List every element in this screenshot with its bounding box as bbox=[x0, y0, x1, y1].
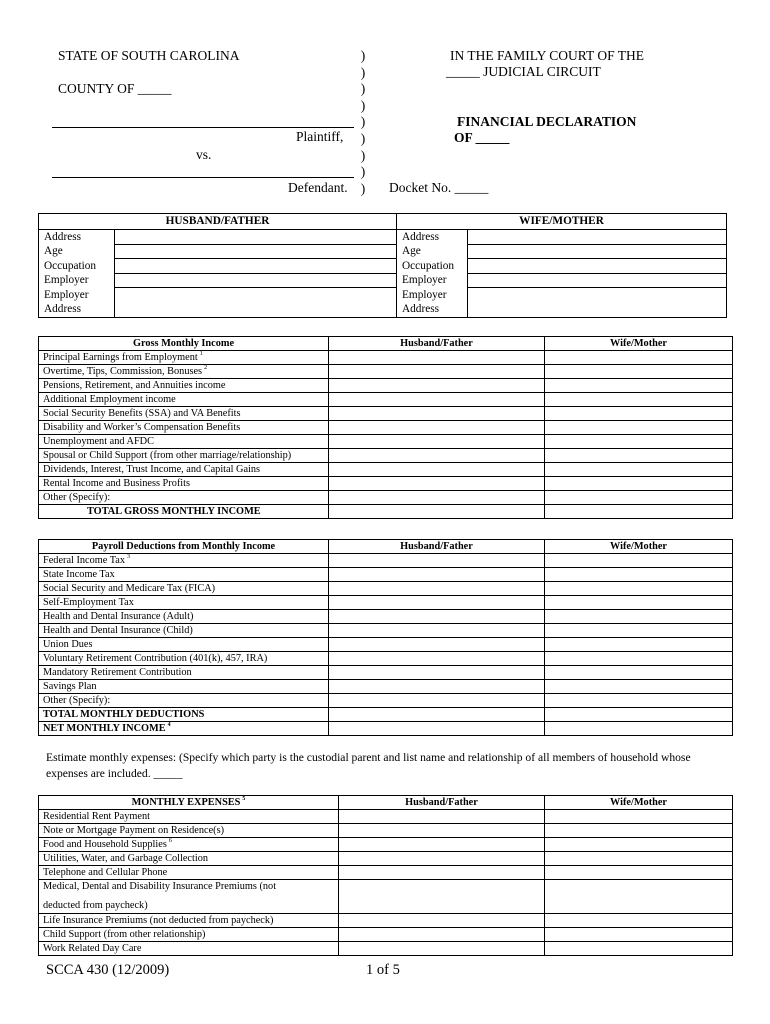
income-husband-amount[interactable] bbox=[329, 449, 545, 463]
income-row-label bbox=[39, 365, 329, 379]
form-title-of: OF _____ bbox=[454, 130, 510, 145]
expenses-col-husband: Husband/Father bbox=[339, 796, 545, 810]
expense-row-label bbox=[39, 942, 339, 956]
docket-number: Docket No. _____ bbox=[389, 180, 489, 195]
income-husband-amount[interactable] bbox=[329, 421, 545, 435]
paren: ) bbox=[360, 114, 366, 130]
income-row-label-text: Other (Specify): bbox=[43, 492, 111, 503]
wife-occupation-label: Occupation bbox=[397, 259, 468, 274]
wife-address-field[interactable] bbox=[468, 229, 727, 244]
income-wife-amount[interactable] bbox=[545, 477, 733, 491]
income-col-wife: Wife/Mother bbox=[545, 337, 733, 351]
income-wife-amount[interactable] bbox=[545, 379, 733, 393]
expense-row-label bbox=[39, 824, 339, 838]
expenses-header bbox=[39, 796, 339, 810]
footnote-ref: 4 bbox=[167, 722, 171, 728]
label-address: Address bbox=[44, 303, 82, 315]
defendant-label: Defendant. bbox=[288, 180, 348, 195]
deduction-row-label-text: Other (Specify): bbox=[43, 695, 111, 706]
income-row-label-text: Dividends, Interest, Trust Income, and Capital Gains bbox=[43, 464, 261, 475]
income-row bbox=[39, 421, 733, 435]
medical-insurance-husband[interactable] bbox=[339, 880, 545, 914]
wife-header: WIFE/MOTHER bbox=[397, 214, 727, 230]
caption-parenthesis-column bbox=[358, 48, 368, 197]
wife-employer-address-label bbox=[397, 288, 468, 318]
husband-employer-field[interactable] bbox=[115, 273, 397, 288]
deduction-wife-amount[interactable] bbox=[545, 638, 733, 652]
wife-occupation-field[interactable] bbox=[468, 259, 727, 274]
expense-husband-amount[interactable] bbox=[339, 852, 545, 866]
income-row bbox=[39, 393, 733, 407]
deduction-wife-amount[interactable] bbox=[545, 568, 733, 582]
paren: ) bbox=[360, 147, 366, 163]
deduction-row-label bbox=[39, 554, 329, 568]
deduction-wife-amount[interactable] bbox=[545, 694, 733, 708]
income-row-label bbox=[39, 477, 329, 491]
deduction-row-label-text: Mandatory Retirement Contribution bbox=[43, 667, 192, 678]
income-row-label bbox=[39, 435, 329, 449]
income-header: Gross Monthly Income bbox=[39, 337, 329, 351]
expense-wife-amount[interactable] bbox=[545, 914, 733, 928]
income-wife-amount[interactable] bbox=[545, 407, 733, 421]
footnote-ref: 5 bbox=[242, 796, 246, 802]
deduction-row-label bbox=[39, 596, 329, 610]
expense-wife-amount[interactable] bbox=[545, 838, 733, 852]
defendant-name-line[interactable] bbox=[52, 177, 354, 178]
wife-employer-field[interactable] bbox=[468, 273, 727, 288]
deduction-wife-amount[interactable] bbox=[545, 582, 733, 596]
deduction-wife-amount[interactable] bbox=[545, 610, 733, 624]
expense-row-label-text: Work Related Day Care bbox=[43, 943, 142, 954]
income-row-label-text: Additional Employment income bbox=[43, 394, 176, 405]
expense-row-label bbox=[39, 866, 339, 880]
expense-husband-amount[interactable] bbox=[339, 838, 545, 852]
total-gross-income-husband[interactable] bbox=[329, 505, 545, 519]
income-wife-amount[interactable] bbox=[545, 491, 733, 505]
income-row bbox=[39, 491, 733, 505]
income-row-label-text: Principal Earnings from Employment bbox=[43, 352, 198, 363]
income-row bbox=[39, 449, 733, 463]
medical-line1: Medical, Dental and Disability Insurance Premiums (not bbox=[43, 881, 277, 892]
deduction-row-label bbox=[39, 582, 329, 596]
expense-row-label-text: Food and Household Supplies bbox=[43, 839, 167, 850]
state-label: STATE OF SOUTH CAROLINA bbox=[58, 48, 240, 63]
label-address: Address bbox=[402, 303, 440, 315]
paren: ) bbox=[360, 81, 366, 97]
expenses-header-text: MONTHLY EXPENSES bbox=[131, 797, 241, 808]
expense-husband-amount[interactable] bbox=[339, 810, 545, 824]
expense-row-label-text: Note or Mortgage Payment on Residence(s) bbox=[43, 825, 225, 836]
deduction-wife-amount[interactable] bbox=[545, 596, 733, 610]
paren: ) bbox=[360, 180, 366, 196]
paren: ) bbox=[360, 48, 366, 63]
deduction-wife-amount[interactable] bbox=[545, 652, 733, 666]
paren: ) bbox=[360, 64, 366, 80]
husband-header: HUSBAND/FATHER bbox=[39, 214, 397, 230]
income-row-label bbox=[39, 379, 329, 393]
expense-row-label-text: Child Support (from other relationship) bbox=[43, 929, 206, 940]
income-row-label-text: Unemployment and AFDC bbox=[43, 436, 154, 447]
net-income-text: NET MONTHLY INCOME bbox=[43, 723, 166, 734]
deductions-col-husband: Husband/Father bbox=[329, 540, 545, 554]
deduction-row-label bbox=[39, 638, 329, 652]
deduction-row bbox=[39, 680, 733, 694]
income-row bbox=[39, 435, 733, 449]
expense-row bbox=[39, 824, 733, 838]
total-deductions-husband[interactable] bbox=[329, 708, 545, 722]
income-wife-amount[interactable] bbox=[545, 393, 733, 407]
expense-row bbox=[39, 810, 733, 824]
husband-occupation-label: Occupation bbox=[39, 259, 115, 274]
total-gross-income-wife[interactable] bbox=[545, 505, 733, 519]
deduction-row-label bbox=[39, 610, 329, 624]
footnote-ref: 6 bbox=[168, 838, 172, 844]
versus-label: vs. bbox=[196, 147, 212, 162]
expense-wife-amount[interactable] bbox=[545, 942, 733, 956]
deduction-row-label-text: Health and Dental Insurance (Adult) bbox=[43, 611, 194, 622]
medical-insurance-label bbox=[39, 880, 339, 914]
income-row bbox=[39, 365, 733, 379]
gross-income-table bbox=[38, 336, 733, 519]
plaintiff-name-line[interactable] bbox=[52, 127, 354, 128]
expense-row-label-text: Utilities, Water, and Garbage Collection bbox=[43, 853, 208, 864]
income-row-label bbox=[39, 407, 329, 421]
total-deductions-wife[interactable] bbox=[545, 708, 733, 722]
husband-employer-address-field[interactable] bbox=[115, 288, 397, 318]
expense-row-label-text: Residential Rent Payment bbox=[43, 811, 150, 822]
total-deductions-label: TOTAL MONTHLY DEDUCTIONS bbox=[39, 708, 329, 722]
form-title: FINANCIAL DECLARATION bbox=[457, 114, 637, 129]
expense-wife-amount[interactable] bbox=[545, 928, 733, 942]
page-number: 1 of 5 bbox=[366, 962, 400, 978]
deduction-husband-amount[interactable] bbox=[329, 652, 545, 666]
income-husband-amount[interactable] bbox=[329, 379, 545, 393]
income-row bbox=[39, 379, 733, 393]
net-income-wife[interactable] bbox=[545, 722, 733, 736]
income-husband-amount[interactable] bbox=[329, 491, 545, 505]
deduction-row-label-text: Health and Dental Insurance (Child) bbox=[43, 625, 193, 636]
total-gross-income-label: TOTAL GROSS MONTHLY INCOME bbox=[39, 505, 329, 519]
income-husband-amount[interactable] bbox=[329, 351, 545, 365]
income-row-label-text: Spousal or Child Support (from other marriage/relationship) bbox=[43, 450, 292, 461]
income-row-label bbox=[39, 393, 329, 407]
income-row-label bbox=[39, 491, 329, 505]
husband-occupation-field[interactable] bbox=[115, 259, 397, 274]
deduction-row-label-text: Voluntary Retirement Contribution (401(k), 457, IRA) bbox=[43, 653, 268, 664]
deduction-row-label-text: Social Security and Medicare Tax (FICA) bbox=[43, 583, 216, 594]
county-label: COUNTY OF _____ bbox=[58, 81, 172, 96]
expense-row-label bbox=[39, 838, 339, 852]
medical-insurance-wife[interactable] bbox=[545, 880, 733, 914]
expense-row bbox=[39, 914, 733, 928]
deduction-husband-amount[interactable] bbox=[329, 568, 545, 582]
deduction-husband-amount[interactable] bbox=[329, 624, 545, 638]
deduction-row bbox=[39, 568, 733, 582]
expense-wife-amount[interactable] bbox=[545, 852, 733, 866]
footnote-ref: 3 bbox=[127, 554, 131, 560]
deduction-husband-amount[interactable] bbox=[329, 694, 545, 708]
expense-husband-amount[interactable] bbox=[339, 914, 545, 928]
income-row bbox=[39, 477, 733, 491]
deduction-husband-amount[interactable] bbox=[329, 666, 545, 680]
deduction-row bbox=[39, 554, 733, 568]
income-row bbox=[39, 407, 733, 421]
deduction-row-label-text: Self-Employment Tax bbox=[43, 597, 134, 608]
court-line1: IN THE FAMILY COURT OF THE bbox=[450, 48, 644, 63]
wife-employer-address-field[interactable] bbox=[468, 288, 727, 318]
income-row-label-text: Overtime, Tips, Commission, Bonuses bbox=[43, 366, 203, 377]
deduction-row-label-text: Savings Plan bbox=[43, 681, 97, 692]
husband-age-field[interactable] bbox=[115, 244, 397, 259]
income-row bbox=[39, 463, 733, 477]
deduction-row-label-text: State Income Tax bbox=[43, 569, 115, 580]
deduction-row-label bbox=[39, 568, 329, 582]
expense-row-label-text: Telephone and Cellular Phone bbox=[43, 867, 168, 878]
income-row-label bbox=[39, 463, 329, 477]
income-wife-amount[interactable] bbox=[545, 421, 733, 435]
expense-wife-amount[interactable] bbox=[545, 810, 733, 824]
deduction-row-label bbox=[39, 694, 329, 708]
court-line2: _____ JUDICIAL CIRCUIT bbox=[446, 64, 601, 79]
deduction-row-label bbox=[39, 652, 329, 666]
income-row-label-text: Disability and Worker’s Compensation Benefits bbox=[43, 422, 241, 433]
deduction-wife-amount[interactable] bbox=[545, 666, 733, 680]
expense-husband-amount[interactable] bbox=[339, 866, 545, 880]
deduction-row bbox=[39, 694, 733, 708]
party-info-table bbox=[38, 213, 727, 318]
footnote-ref: 2 bbox=[204, 365, 208, 371]
income-wife-amount[interactable] bbox=[545, 351, 733, 365]
income-row bbox=[39, 351, 733, 365]
paren: ) bbox=[360, 130, 366, 146]
deduction-row bbox=[39, 582, 733, 596]
income-wife-amount[interactable] bbox=[545, 365, 733, 379]
deduction-row bbox=[39, 652, 733, 666]
deduction-wife-amount[interactable] bbox=[545, 680, 733, 694]
income-row-label bbox=[39, 351, 329, 365]
medical-line2: deducted from paycheck) bbox=[43, 900, 148, 911]
deduction-row-label-text: Federal Income Tax bbox=[43, 555, 126, 566]
deduction-row-label bbox=[39, 624, 329, 638]
estimate-instructions: Estimate monthly expenses: (Specify which party is the custodial parent and list name and relationship of all members of household whose expenses are included. _____ bbox=[46, 751, 691, 780]
income-col-husband: Husband/Father bbox=[329, 337, 545, 351]
husband-employer-address-label bbox=[39, 288, 115, 318]
wife-employer-label: Employer bbox=[397, 273, 468, 288]
income-husband-amount[interactable] bbox=[329, 477, 545, 491]
wife-age-field[interactable] bbox=[468, 244, 727, 259]
income-wife-amount[interactable] bbox=[545, 435, 733, 449]
income-husband-amount[interactable] bbox=[329, 407, 545, 421]
expense-wife-amount[interactable] bbox=[545, 866, 733, 880]
form-number: SCCA 430 (12/2009) bbox=[46, 962, 170, 978]
deduction-husband-amount[interactable] bbox=[329, 596, 545, 610]
deduction-husband-amount[interactable] bbox=[329, 680, 545, 694]
expense-row bbox=[39, 852, 733, 866]
deduction-row bbox=[39, 666, 733, 680]
husband-age-label: Age bbox=[39, 244, 115, 259]
paren: ) bbox=[360, 164, 366, 180]
net-income-label bbox=[39, 722, 329, 736]
expense-row-label bbox=[39, 928, 339, 942]
plaintiff-label: Plaintiff, bbox=[296, 129, 344, 144]
income-wife-amount[interactable] bbox=[545, 463, 733, 477]
monthly-expenses-table bbox=[38, 795, 733, 956]
income-wife-amount[interactable] bbox=[545, 449, 733, 463]
net-income-husband[interactable] bbox=[329, 722, 545, 736]
label-employer: Employer bbox=[44, 288, 89, 301]
income-husband-amount[interactable] bbox=[329, 393, 545, 407]
deduction-wife-amount[interactable] bbox=[545, 624, 733, 638]
expense-row-label bbox=[39, 914, 339, 928]
husband-address-label: Address bbox=[39, 229, 115, 244]
expenses-col-wife: Wife/Mother bbox=[545, 796, 733, 810]
payroll-deductions-table bbox=[38, 539, 733, 736]
footnote-ref: 1 bbox=[199, 351, 203, 357]
deduction-row-label bbox=[39, 666, 329, 680]
income-row-label-text: Rental Income and Business Profits bbox=[43, 478, 190, 489]
deduction-row bbox=[39, 624, 733, 638]
expense-row-label bbox=[39, 810, 339, 824]
deduction-husband-amount[interactable] bbox=[329, 638, 545, 652]
husband-address-field[interactable] bbox=[115, 229, 397, 244]
income-husband-amount[interactable] bbox=[329, 365, 545, 379]
expense-row bbox=[39, 928, 733, 942]
deduction-wife-amount[interactable] bbox=[545, 554, 733, 568]
deductions-col-wife: Wife/Mother bbox=[545, 540, 733, 554]
deduction-row bbox=[39, 596, 733, 610]
expense-husband-amount[interactable] bbox=[339, 824, 545, 838]
expense-row-label-text: Life Insurance Premiums (not deducted from paycheck) bbox=[43, 915, 274, 926]
deduction-husband-amount[interactable] bbox=[329, 610, 545, 624]
expense-row bbox=[39, 866, 733, 880]
deduction-row-label bbox=[39, 680, 329, 694]
expense-husband-amount[interactable] bbox=[339, 928, 545, 942]
expense-row bbox=[39, 942, 733, 956]
paren: ) bbox=[360, 97, 366, 113]
income-row-label bbox=[39, 449, 329, 463]
label-employer: Employer bbox=[402, 288, 447, 301]
wife-address-label: Address bbox=[397, 229, 468, 244]
deduction-husband-amount[interactable] bbox=[329, 582, 545, 596]
income-husband-amount[interactable] bbox=[329, 435, 545, 449]
wife-age-label: Age bbox=[397, 244, 468, 259]
expense-wife-amount[interactable] bbox=[545, 824, 733, 838]
expense-row-label bbox=[39, 852, 339, 866]
deduction-husband-amount[interactable] bbox=[329, 554, 545, 568]
deductions-header: Payroll Deductions from Monthly Income bbox=[39, 540, 329, 554]
husband-employer-label: Employer bbox=[39, 273, 115, 288]
expense-husband-amount[interactable] bbox=[339, 942, 545, 956]
deduction-row-label-text: Union Dues bbox=[43, 639, 93, 650]
expense-row bbox=[39, 838, 733, 852]
income-row-label-text: Pensions, Retirement, and Annuities income bbox=[43, 380, 226, 391]
deduction-row bbox=[39, 610, 733, 624]
deduction-row bbox=[39, 638, 733, 652]
income-husband-amount[interactable] bbox=[329, 463, 545, 477]
income-row-label-text: Social Security Benefits (SSA) and VA Benefits bbox=[43, 408, 241, 419]
income-row-label bbox=[39, 421, 329, 435]
